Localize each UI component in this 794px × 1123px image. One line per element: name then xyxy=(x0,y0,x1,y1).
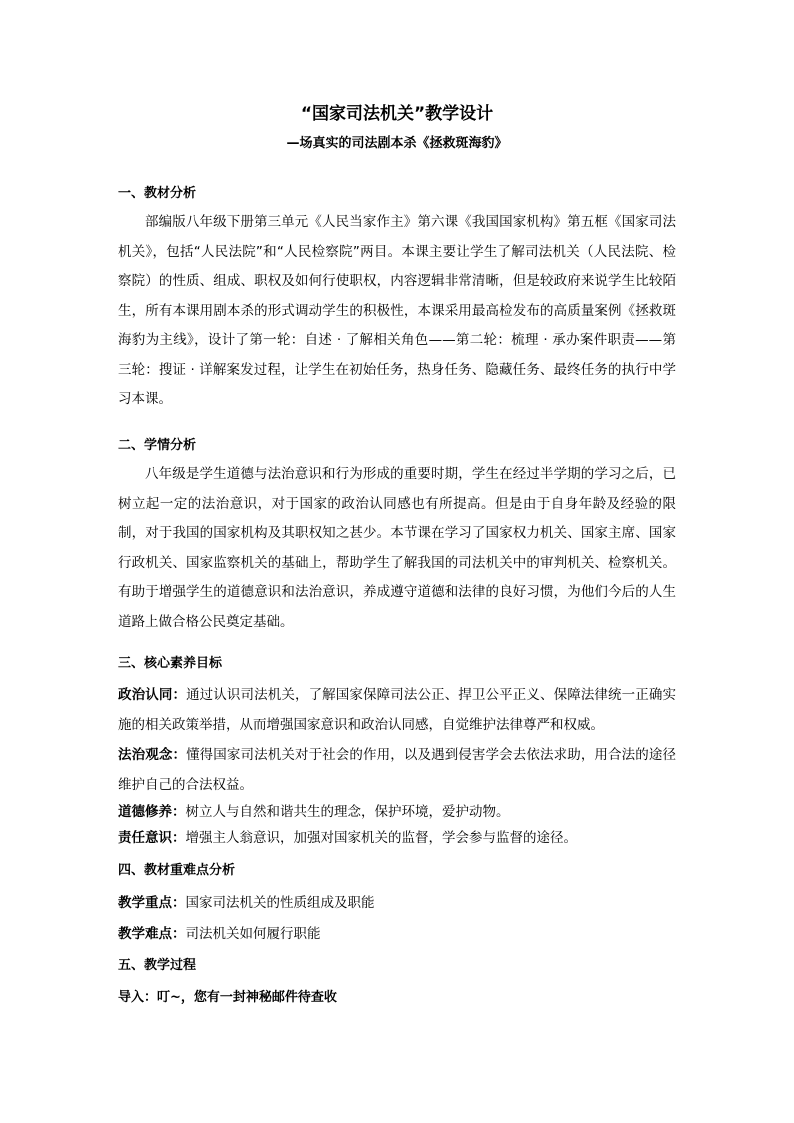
goal-text: 懂得国家司法机关对于社会的作用，以及遇到侵害学会去依法求助，用合法的途径维护自己的合法权益。 xyxy=(118,747,676,793)
section-heading-core-goals: 三、核心素养目标 xyxy=(118,656,223,671)
goal-label: 道德修养： xyxy=(118,804,186,820)
difficult-point-label: 教学难点： xyxy=(118,926,186,942)
section-heading-teaching-process: 五、教学过程 xyxy=(118,958,197,973)
goal-moral-cultivation xyxy=(118,802,678,822)
goal-text: 树立人与自然和谐共生的理念，保护环境，爱护动物。 xyxy=(185,804,510,820)
goal-text: 增强主人翁意识，加强对国家机关的监督，学会参与监督的途径。 xyxy=(185,830,577,846)
intro-text: 叮~，您有一封神秘邮件待查收 xyxy=(157,990,337,1005)
goal-label: 法治观念： xyxy=(118,747,187,763)
goal-text: 通过认识司法机关，了解国家保障司法公正、捍卫公平正义、保障法律统一正确实施的相关政策举措，从而增强国家意识和政治认同感，自觉维护法律尊严和权威。 xyxy=(118,687,676,733)
teaching-difficult-point xyxy=(118,924,678,944)
section-heading-key-difficult-points: 四、教材重难点分析 xyxy=(118,863,236,878)
section-heading-textbook-analysis: 一、教材分析 xyxy=(118,186,197,201)
section-heading-learner-analysis: 二、学情分析 xyxy=(118,438,197,453)
teaching-key-point xyxy=(118,893,678,913)
difficult-point-text: 司法机关如何履行职能 xyxy=(185,926,321,942)
goal-label: 责任意识： xyxy=(118,830,186,846)
intro-label: 导入： xyxy=(118,990,158,1005)
goal-political-identity xyxy=(118,681,676,740)
goal-responsibility xyxy=(118,828,678,848)
document-title: “国家司法机关”教学设计 xyxy=(300,104,494,124)
goal-label: 政治认同： xyxy=(118,687,187,703)
goal-rule-of-law xyxy=(118,741,676,800)
textbook-analysis-paragraph: 部编版八年级下册第三单元《人民当家作主》第六课《我国国家机构》第五框《国家司法机关》，包括“人民法院”和“人民检察院”两目。本课主要让学生了解司法机关（人民法院、检察院）的性质、组成、职权及如何行使职权，内容逻辑非常清晰，但是较政府来说学生比较陌生，所有本课用剧本杀的形式调动学生的积极性，本课采用最高检发布的高质量案例《拯救斑海豹为主线》，设计了第一轮：自述 · 了解相关角色——第二轮：梳理 · 承办案件职责——第三轮：搜证 · 详解案发过程，让学生在初始任务，热身任务、隐藏任务、最终任务的执行中学习本课。 xyxy=(118,214,676,407)
intro-line xyxy=(118,988,678,1008)
key-point-label: 教学重点： xyxy=(118,895,186,911)
key-point-text: 国家司法机关的性质组成及职能 xyxy=(185,895,375,911)
document-subtitle: —场真实的司法剧本杀《拯救斑海豹》 xyxy=(286,136,508,151)
learner-analysis-paragraph: 八年级是学生道德与法治意识和行为形成的重要时期，学生在经过半学期的学习之后，已树立起一定的法治意识，对于国家的政治认同感也有所提高。但是由于自身年龄及经验的限制，对于我国的国家机构及其职权知之甚少。本节课在学习了国家权力机关、国家主席、国家行政机关、国家监察机关的基础上，帮助学生了解我国的司法机关中的审判机关、检察机关。有助于增强学生的道德意识和法治意识，养成遵守道德和法律的良好习惯，为他们今后的人生道路上做合格公民奠定基础。 xyxy=(118,466,676,630)
